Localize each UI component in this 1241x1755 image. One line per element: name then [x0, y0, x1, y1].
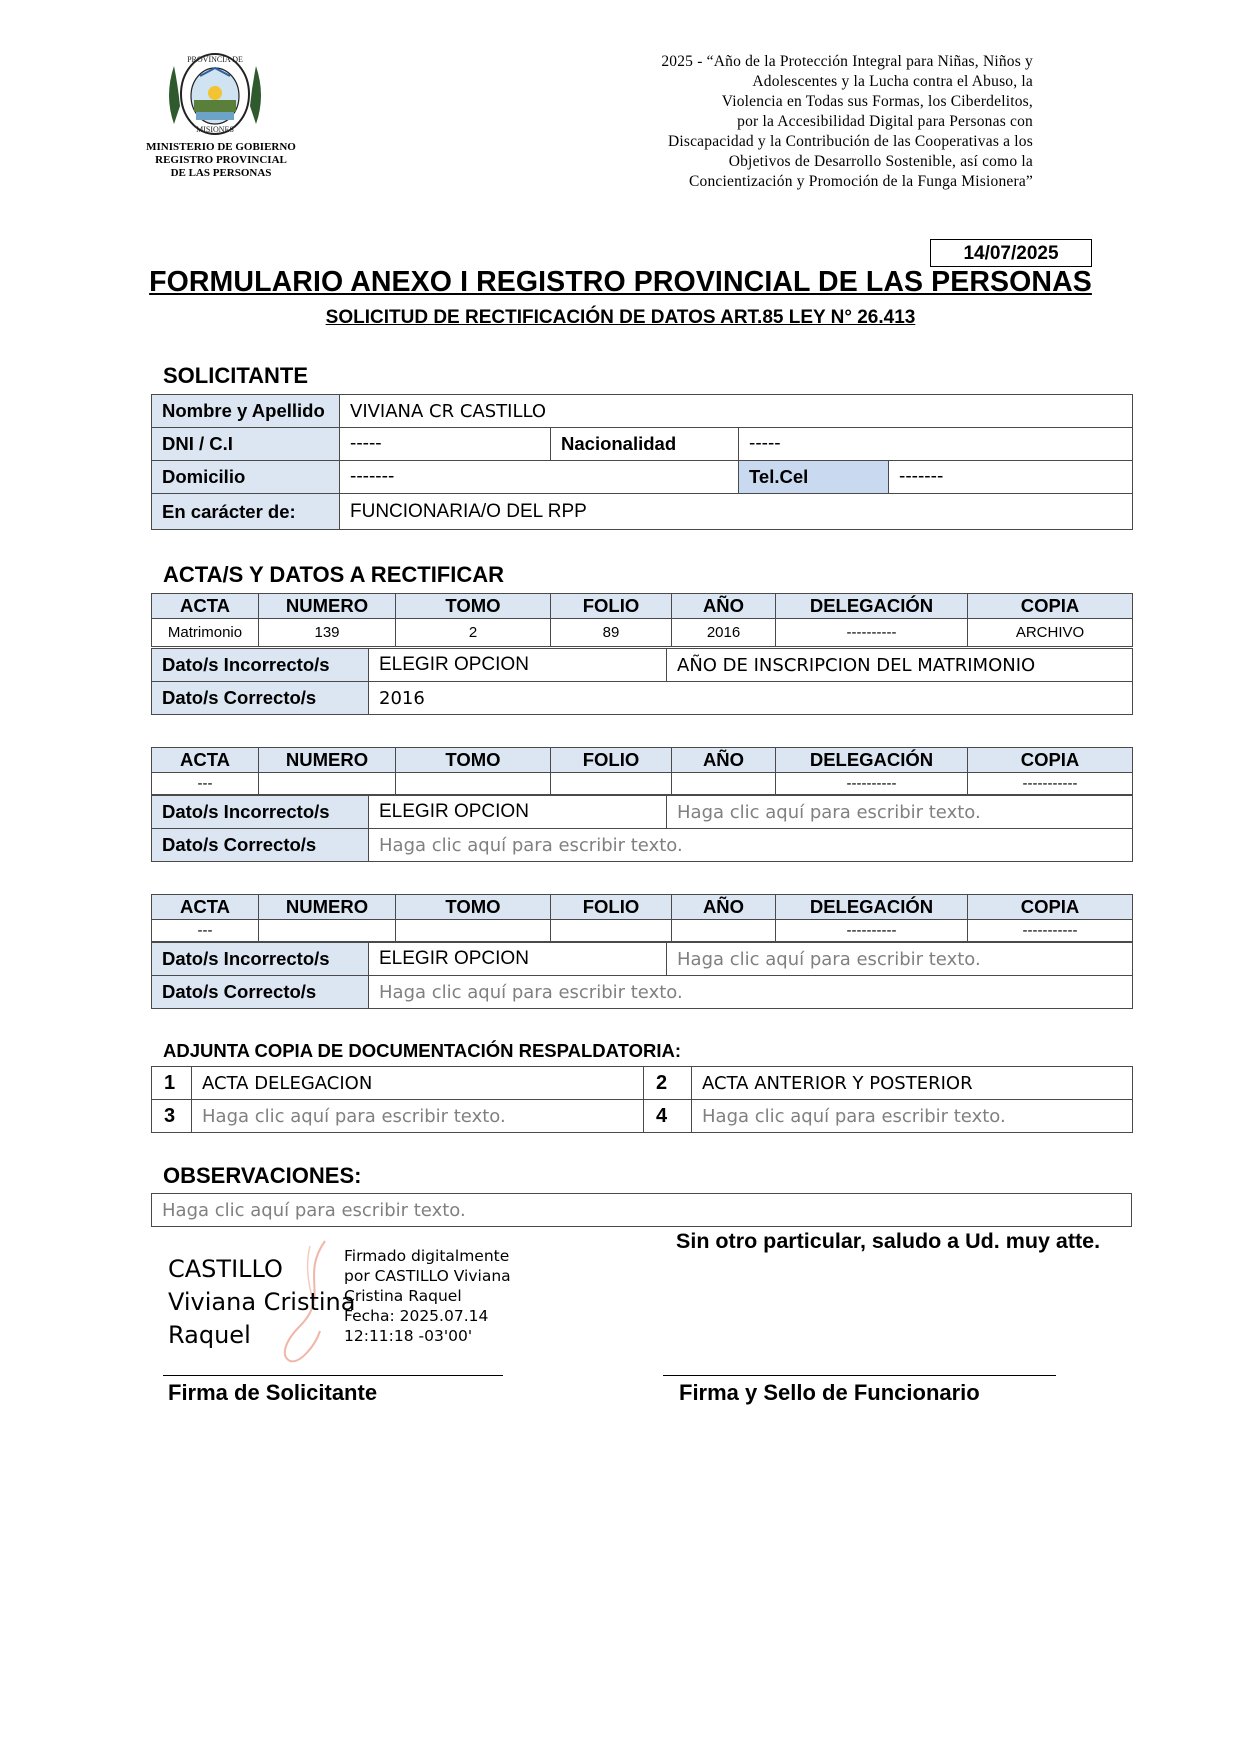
- closing-text: Sin otro particular, saludo a Ud. muy atte.: [676, 1229, 1101, 1253]
- motto-line: Violencia en Todas sus Formas, los Ciberdelitos,: [721, 93, 1033, 110]
- col-anio: AÑO: [672, 895, 776, 920]
- signature-detail-line: 12:11:18 -03'00': [344, 1327, 473, 1345]
- nombre-field[interactable]: VIVIANA CR CASTILLO: [340, 395, 1133, 428]
- telcel-label: Tel.Cel: [739, 461, 889, 494]
- dni-field[interactable]: -----: [340, 428, 551, 461]
- acta-type-cell[interactable]: Matrimonio: [152, 619, 259, 647]
- acta-data-table-3: [151, 942, 1133, 1009]
- folio-cell[interactable]: 89: [551, 619, 672, 647]
- col-acta: ACTA: [152, 594, 259, 619]
- incorrect-label: Dato/s Incorrecto/s: [152, 796, 369, 829]
- col-folio: FOLIO: [551, 895, 672, 920]
- province-seal-logo: [160, 46, 270, 141]
- ministry-line: MINISTERIO DE GOBIERNO: [146, 141, 296, 153]
- incorrect-label: Dato/s Incorrecto/s: [152, 943, 369, 976]
- copia-cell[interactable]: -----------: [968, 920, 1133, 942]
- solicitante-heading: SOLICITANTE: [163, 363, 309, 388]
- anio-cell[interactable]: [672, 920, 776, 942]
- anio-cell[interactable]: [672, 773, 776, 795]
- signature-details: [344, 1246, 511, 1346]
- funcionario-signature-label: Firma y Sello de Funcionario: [679, 1380, 980, 1405]
- svg-text:PROVINCIA DE: PROVINCIA DE: [187, 55, 243, 64]
- acta-data-table-2: [151, 795, 1133, 862]
- col-delegacion: DELEGACIÓN: [776, 594, 968, 619]
- form-title: FORMULARIO ANEXO I REGISTRO PROVINCIAL DE LAS PERSONAS: [149, 266, 1092, 298]
- signature-detail-line: por CASTILLO Viviana: [344, 1267, 511, 1285]
- folio-cell[interactable]: [551, 920, 672, 942]
- nombre-label: Nombre y Apellido: [152, 395, 340, 428]
- ministry-name: [136, 141, 306, 180]
- col-acta: ACTA: [152, 895, 259, 920]
- signer-name-line: CASTILLO: [168, 1255, 283, 1283]
- nacionalidad-field[interactable]: -----: [739, 428, 1133, 461]
- adjunta-heading: ADJUNTA COPIA DE DOCUMENTACIÓN RESPALDATORIA:: [163, 1040, 681, 1061]
- col-delegacion: DELEGACIÓN: [776, 748, 968, 773]
- col-folio: FOLIO: [551, 748, 672, 773]
- acta-table-2: [151, 747, 1133, 795]
- copia-cell[interactable]: -----------: [968, 773, 1133, 795]
- tomo-cell[interactable]: [396, 920, 551, 942]
- copia-cell[interactable]: ARCHIVO: [968, 619, 1133, 647]
- tomo-cell[interactable]: 2: [396, 619, 551, 647]
- svg-text:MISIONES: MISIONES: [196, 125, 234, 134]
- ministry-line: DE LAS PERSONAS: [170, 167, 272, 179]
- col-tomo: TOMO: [396, 594, 551, 619]
- dni-label: DNI / C.I: [152, 428, 340, 461]
- col-numero: NUMERO: [259, 895, 396, 920]
- adjunta-number: 4: [644, 1100, 692, 1133]
- motto-line: Discapacidad y la Contribución de las Cooperativas a los: [667, 133, 1033, 150]
- ministry-line: REGISTRO PROVINCIAL: [155, 154, 287, 166]
- delegacion-cell[interactable]: ----------: [776, 920, 968, 942]
- adjunta-number: 2: [644, 1067, 692, 1100]
- acta-table-3: [151, 894, 1133, 942]
- col-tomo: TOMO: [396, 748, 551, 773]
- col-copia: COPIA: [968, 594, 1133, 619]
- solicitante-table: [151, 394, 1133, 530]
- col-tomo: TOMO: [396, 895, 551, 920]
- adjunta-item-field[interactable]: ACTA ANTERIOR Y POSTERIOR: [692, 1067, 1133, 1100]
- solicitante-signature-label: Firma de Solicitante: [168, 1380, 378, 1405]
- motto-line: Objetivos de Desarrollo Sostenible, así como la: [728, 153, 1033, 170]
- incorrect-detail-field[interactable]: AÑO DE INSCRIPCION DEL MATRIMONIO: [667, 649, 1133, 682]
- correct-value-field[interactable]: 2016: [369, 682, 1133, 715]
- solicitante-signature-line: [163, 1375, 503, 1376]
- adjunta-number: 1: [152, 1067, 192, 1100]
- signer-name-line: Viviana Cristina: [168, 1288, 356, 1316]
- form-subtitle: SOLICITUD DE RECTIFICACIÓN DE DATOS ART.85 LEY N° 26.413: [325, 307, 916, 328]
- incorrect-detail-field[interactable]: Haga clic aquí para escribir texto.: [667, 796, 1133, 829]
- year-motto: [473, 52, 1033, 192]
- correct-label: Dato/s Correcto/s: [152, 682, 369, 715]
- signature-detail-line: Firmado digitalmente: [344, 1247, 510, 1265]
- form-date[interactable]: 14/07/2025: [930, 239, 1092, 267]
- signature-detail-line: Fecha: 2025.07.14: [344, 1307, 489, 1325]
- delegacion-cell[interactable]: ----------: [776, 619, 968, 647]
- col-acta: ACTA: [152, 748, 259, 773]
- col-folio: FOLIO: [551, 594, 672, 619]
- col-anio: AÑO: [672, 594, 776, 619]
- anio-cell[interactable]: 2016: [672, 619, 776, 647]
- adjunta-item-field[interactable]: Haga clic aquí para escribir texto.: [692, 1100, 1133, 1133]
- col-numero: NUMERO: [259, 594, 396, 619]
- numero-cell[interactable]: [259, 920, 396, 942]
- correct-value-field[interactable]: Haga clic aquí para escribir texto.: [369, 829, 1133, 862]
- numero-cell[interactable]: [259, 773, 396, 795]
- adjunta-table: [151, 1066, 1133, 1133]
- caracter-field[interactable]: FUNCIONARIA/O DEL RPP: [340, 494, 1133, 530]
- motto-line: 2025 - “Año de la Protección Integral para Niñas, Niños y: [661, 53, 1033, 70]
- observaciones-heading: OBSERVACIONES:: [163, 1163, 362, 1188]
- signature-detail-line: Cristina Raquel: [344, 1287, 462, 1305]
- caracter-label: En carácter de:: [152, 494, 340, 530]
- col-numero: NUMERO: [259, 748, 396, 773]
- adjunta-item-field[interactable]: Haga clic aquí para escribir texto.: [192, 1100, 644, 1133]
- domicilio-label: Domicilio: [152, 461, 340, 494]
- signer-name: [168, 1253, 355, 1352]
- motto-line: Adolescentes y la Lucha contra el Abuso, la: [752, 73, 1033, 90]
- col-copia: COPIA: [968, 748, 1133, 773]
- col-delegacion: DELEGACIÓN: [776, 895, 968, 920]
- incorrect-option-select[interactable]: ELEGIR OPCION: [369, 649, 667, 682]
- motto-line: Concientización y Promoción de la Funga Misionera”: [688, 173, 1033, 190]
- funcionario-signature-line: [663, 1375, 1056, 1376]
- observaciones-table: [151, 1193, 1132, 1227]
- motto-line: por la Accesibilidad Digital para Personas con: [737, 113, 1033, 130]
- acta-table-1: [151, 593, 1133, 647]
- observaciones-field[interactable]: Haga clic aquí para escribir texto.: [152, 1194, 1132, 1227]
- actas-heading: ACTA/S Y DATOS A RECTIFICAR: [163, 562, 505, 587]
- numero-cell[interactable]: 139: [259, 619, 396, 647]
- incorrect-label: Dato/s Incorrecto/s: [152, 649, 369, 682]
- correct-value-field[interactable]: Haga clic aquí para escribir texto.: [369, 976, 1133, 1009]
- acta-data-table-1: [151, 648, 1133, 715]
- incorrect-option-select[interactable]: ELEGIR OPCION: [369, 796, 667, 829]
- folio-cell[interactable]: [551, 773, 672, 795]
- acta-type-cell[interactable]: ---: [152, 773, 259, 795]
- incorrect-detail-field[interactable]: Haga clic aquí para escribir texto.: [667, 943, 1133, 976]
- delegacion-cell[interactable]: ----------: [776, 773, 968, 795]
- correct-label: Dato/s Correcto/s: [152, 829, 369, 862]
- incorrect-option-select[interactable]: ELEGIR OPCION: [369, 943, 667, 976]
- domicilio-field[interactable]: -------: [340, 461, 739, 494]
- signer-name-line: Raquel: [168, 1321, 251, 1349]
- col-copia: COPIA: [968, 895, 1133, 920]
- telcel-field[interactable]: -------: [889, 461, 1133, 494]
- acta-type-cell[interactable]: ---: [152, 920, 259, 942]
- nacionalidad-label: Nacionalidad: [551, 428, 739, 461]
- tomo-cell[interactable]: [396, 773, 551, 795]
- col-anio: AÑO: [672, 748, 776, 773]
- adjunta-item-field[interactable]: ACTA DELEGACION: [192, 1067, 644, 1100]
- correct-label: Dato/s Correcto/s: [152, 976, 369, 1009]
- adjunta-number: 3: [152, 1100, 192, 1133]
